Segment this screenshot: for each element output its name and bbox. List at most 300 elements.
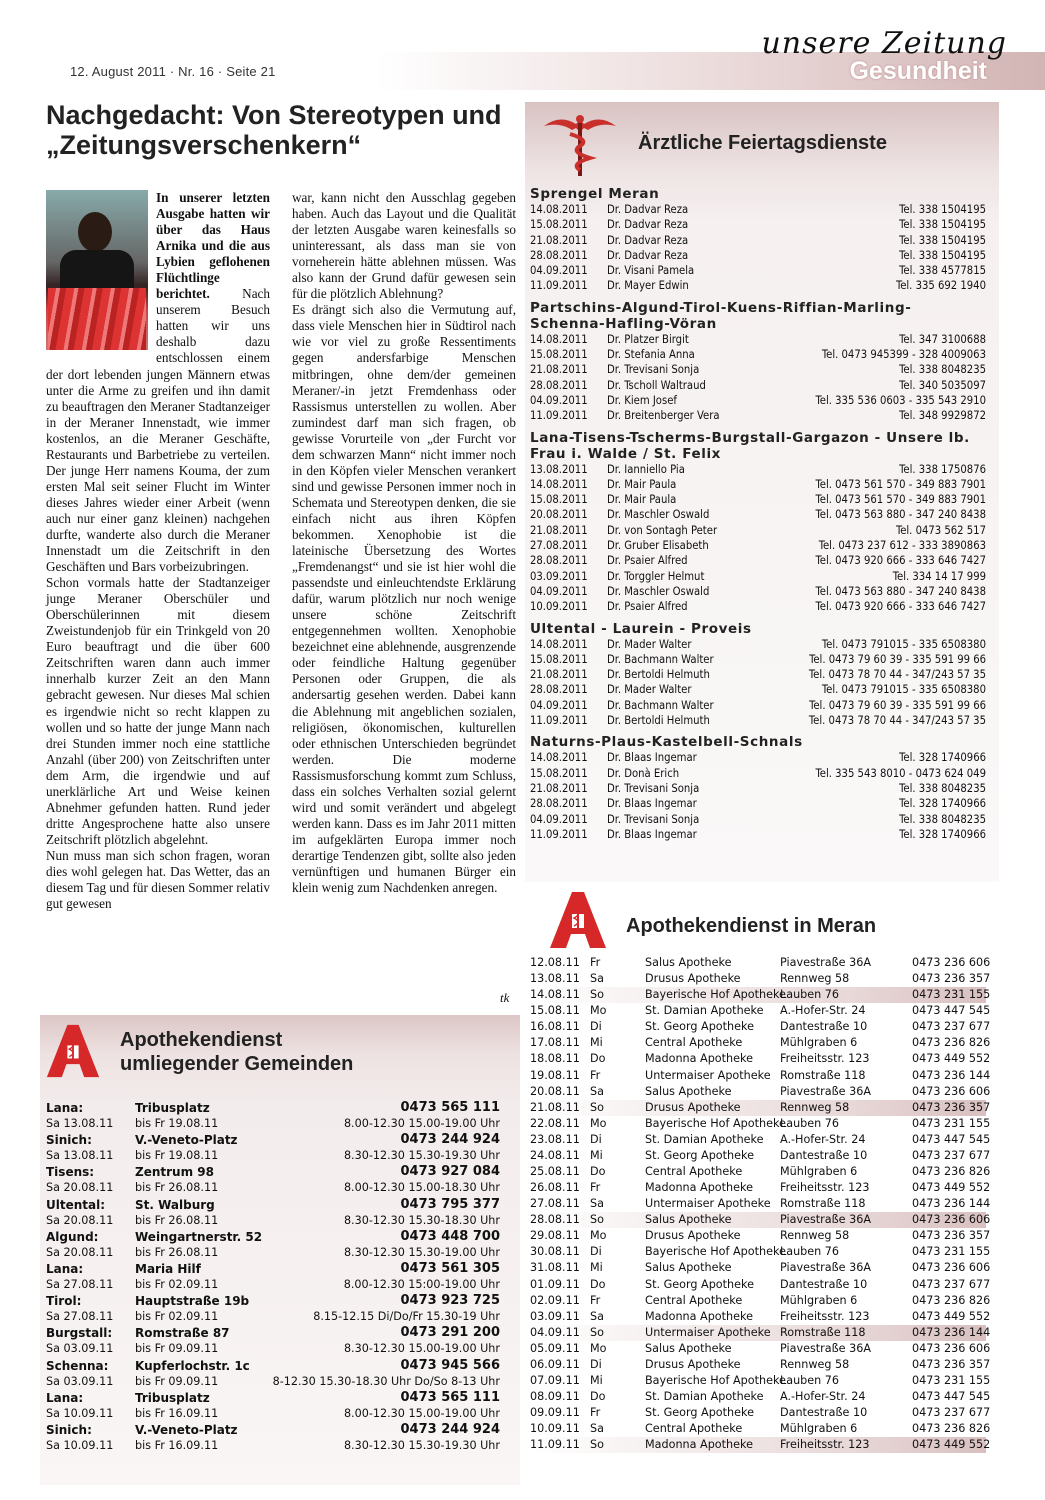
pharmacy-phone: 0473 231 155: [912, 1116, 991, 1130]
doctor-date: 28.08.2011: [530, 378, 588, 392]
pharmacy-address: Maria Hilf: [135, 1261, 201, 1276]
town-name: Lana:: [46, 1390, 84, 1405]
pharmacy-weekday: So: [590, 988, 604, 1002]
doctor-phone: Tel. 0473 79 60 39 - 335 591 99 66: [809, 652, 986, 666]
opening-hours: 8.15-12.15 Di/Do/Fr 15.30-19 Uhr: [313, 1310, 500, 1324]
town-name: Ultental:: [46, 1197, 106, 1212]
doctor-name: Dr. Maschler Oswald: [607, 508, 710, 522]
surrounding-pharmacy-row: [46, 1100, 500, 1116]
pharmacy-weekday: Fr: [590, 1406, 601, 1420]
pharmacy-row: [530, 1019, 991, 1035]
pharmacy-address: Dantestraße 10: [780, 1277, 868, 1291]
doctor-row: [530, 492, 986, 507]
period-end: bis Fr 19.08.11: [135, 1149, 219, 1163]
doctor-phone: Tel. 335 536 0603 - 335 543 2910: [815, 393, 986, 407]
pharmacy-address: Kupferlochstr. 1c: [135, 1358, 250, 1373]
pharmacy-name: St. Damian Apotheke: [645, 1132, 764, 1146]
doctor-row: [530, 569, 986, 584]
doctor-date: 21.08.2011: [530, 523, 588, 537]
pharmacy-weekday: So: [590, 1438, 604, 1452]
doctor-row: [530, 827, 986, 842]
title-line: umliegender Gemeinden: [120, 1053, 354, 1075]
doctor-name: Dr. Mader Walter: [607, 637, 692, 651]
doctor-name: Dr. Trevisani Sonja: [607, 781, 700, 795]
pharmacy-address: Tribusplatz: [135, 1101, 210, 1115]
pharmacy-row: [530, 971, 991, 987]
doctor-phone: Tel. 0473 791015 - 335 6508380: [821, 683, 986, 697]
pharmacy-phone: 0473 449 552: [912, 1052, 991, 1066]
surrounding-pharmacy-row: [46, 1293, 500, 1309]
doctor-row: [530, 477, 986, 492]
pharmacy-weekday: Fr: [590, 1293, 601, 1307]
pharmacy-address: A.-Hofer-Str. 24: [780, 1004, 866, 1018]
pharmacy-phone: 0473 244 924: [400, 1132, 500, 1148]
pharmacy-row: [530, 1373, 991, 1389]
title-line: Apothekendienst: [120, 1029, 283, 1051]
pharmacy-date: 31.08.11: [530, 1261, 580, 1275]
pharmacy-row: [530, 1100, 991, 1116]
article-author: tk: [500, 990, 510, 1005]
pharmacy-address: St. Walburg: [135, 1197, 215, 1212]
doctor-date: 28.08.2011: [530, 797, 588, 811]
pharmacy-row: [530, 1132, 991, 1148]
pharmacy-meran-table: [530, 955, 991, 1453]
pharmacy-address: V.-Veneto-Platz: [135, 1133, 238, 1148]
doctor-date: 04.09.2011: [530, 393, 588, 407]
pharmacy-row: [530, 1116, 991, 1132]
pharmacy-address: Romstraße 118: [780, 1197, 866, 1211]
doctor-phone: Tel. 338 1750876: [899, 462, 986, 476]
pharmacy-row: [530, 1405, 991, 1421]
pharmacy-date: 28.08.11: [530, 1213, 580, 1227]
pharmacy-date: 21.08.11: [530, 1100, 580, 1114]
doctor-date: 04.09.2011: [530, 584, 588, 598]
doctor-row: [530, 332, 986, 347]
pharmacy-phone: 0473 231 155: [912, 988, 991, 1002]
doctor-phone: Tel. 338 1504195: [899, 203, 986, 216]
pharmacy-address: Freiheitsstr. 123: [780, 1309, 870, 1323]
pharmacy-date: 08.09.11: [530, 1390, 580, 1404]
pharmacy-name: Untermaiser Apotheke: [645, 1325, 771, 1339]
doctor-row: [530, 682, 986, 697]
pharmacy-surrounding-title: [120, 1028, 353, 1076]
pharmacy-address: Mühlgraben 6: [780, 1422, 858, 1436]
pharmacy-address: Hauptstraße 19b: [135, 1294, 250, 1309]
pharmacy-name: St. Damian Apotheke: [645, 1390, 764, 1404]
opening-hours: 8.00-12.30 15.00-19.00 Uhr: [343, 1406, 500, 1420]
doctor-name: Dr. Dadvar Reza: [607, 233, 689, 247]
caduceus-icon: [540, 112, 620, 178]
pharmacy-phone: 0473 236 826: [912, 1165, 991, 1179]
pharmacy-name: Drusus Apotheke: [645, 1357, 741, 1371]
doctors-title: Ärztliche Feiertagsdienste: [638, 132, 887, 154]
pharmacy-row: [530, 1309, 991, 1325]
pharmacy-phone: 0473 236 826: [912, 1293, 991, 1307]
doctor-name: Dr. Trevisani Sonja: [607, 363, 700, 377]
pharmacy-date: 19.08.11: [530, 1068, 580, 1082]
doctor-date: 14.08.2011: [530, 332, 588, 346]
doctor-phone: Tel. 338 1504195: [899, 218, 986, 232]
pharmacy-address: Rennweg 58: [780, 972, 850, 986]
doctor-row: [530, 408, 986, 423]
doctor-phone: Tel. 334 14 17 999: [892, 569, 986, 583]
period-end: bis Fr 02.09.11: [135, 1278, 219, 1292]
doctor-name: Dr. Gruber Elisabeth: [607, 539, 709, 553]
doctor-date: 11.09.2011: [530, 714, 588, 728]
period-end: bis Fr 16.09.11: [135, 1438, 219, 1452]
surrounding-pharmacy-row: [46, 1148, 500, 1164]
pharmacy-phone: 0473 291 200: [400, 1325, 500, 1341]
pharmacy-weekday: Di: [590, 1245, 602, 1259]
pharmacy-address: Piavestraße 36A: [780, 1341, 872, 1355]
doctor-name: Dr. Kiem Josef: [607, 393, 677, 407]
opening-hours: 8.00-12.30 15.00-19.00 Uhr: [343, 1117, 500, 1131]
article-column-1: [46, 190, 270, 912]
doctor-date: 14.08.2011: [530, 637, 588, 651]
pharmacy-weekday: Do: [590, 1052, 606, 1066]
surrounding-pharmacy-row: [46, 1245, 500, 1261]
article-paragraph: war, kann nicht den Ausschlag gegeben haben. Auch das Layout und die Qualität der letzten Ausgabe waren keinesfalls so uninteressant, als dass man sie von vorneherein hätte ablehnen müssen. Was also kann der Grund dafür gewesen sein für die plötzlich Ablehnung?: [292, 190, 516, 302]
doctor-date: 28.08.2011: [530, 683, 588, 697]
doctor-date: 15.08.2011: [530, 348, 588, 362]
surrounding-pharmacy-row: [46, 1277, 500, 1293]
doctor-name: Dr. Donà Erich: [607, 766, 680, 780]
doctor-date: 15.08.2011: [530, 652, 588, 666]
town-name: Sinich:: [46, 1133, 92, 1148]
doctor-phone: Tel. 0473 920 666 - 333 646 7427: [815, 554, 986, 568]
pharmacy-weekday: Fr: [590, 956, 601, 969]
pharmacy-date: 07.09.11: [530, 1374, 580, 1388]
opening-hours: 8.30-12.30 15.00-19.00 Uhr: [343, 1342, 500, 1356]
surrounding-pharmacy-row: [46, 1341, 500, 1357]
pharmacy-name: Salus Apotheke: [645, 1261, 732, 1275]
doctor-date: 28.08.2011: [530, 554, 588, 568]
opening-hours: 8.30-12.30 15.30-18.30 Uhr: [343, 1213, 500, 1227]
pharmacy-phone: 0473 236 606: [912, 1341, 991, 1355]
surrounding-pharmacy-row: [46, 1180, 500, 1196]
doctor-date: 15.08.2011: [530, 493, 588, 507]
pharmacy-phone: 0473 565 111: [400, 1100, 500, 1115]
pharmacy-row: [530, 1228, 991, 1244]
pharmacy-date: 03.09.11: [530, 1309, 580, 1323]
pharmacy-address: Piavestraße 36A: [780, 956, 872, 969]
pharmacy-name: Central Apotheke: [645, 1036, 743, 1050]
pharmacy-phone: 0473 231 155: [912, 1374, 991, 1388]
period-start: Sa 13.08.11: [46, 1117, 114, 1131]
doctor-phone: Tel. 348 9929872: [899, 409, 986, 423]
pharmacy-weekday: Sa: [590, 1197, 604, 1211]
article-body: [46, 190, 516, 1005]
pharmacy-name: Salus Apotheke: [645, 1341, 732, 1355]
town-name: Burgstall:: [46, 1326, 113, 1341]
pharmacy-date: 24.08.11: [530, 1148, 580, 1162]
doctor-date: 15.08.2011: [530, 766, 588, 780]
pharmacy-phone: 0473 236 144: [912, 1325, 991, 1339]
period-start: Sa 10.09.11: [46, 1406, 114, 1420]
pharmacy-address: V.-Veneto-Platz: [135, 1422, 238, 1437]
period-start: Sa 03.09.11: [46, 1342, 114, 1356]
pharmacy-row: [530, 1180, 991, 1196]
doctor-name: Dr. Bertoldi Helmuth: [607, 668, 710, 682]
surrounding-pharmacy-row: [46, 1116, 500, 1132]
doctor-row: [530, 233, 986, 248]
pharmacy-address: Rennweg 58: [780, 1229, 850, 1243]
pharmacy-address: Romstraße 118: [780, 1068, 866, 1082]
doctor-row: [530, 462, 986, 477]
pharmacy-row: [530, 1084, 991, 1100]
pharmacy-row: [530, 1003, 991, 1019]
doctor-row: [530, 637, 986, 652]
article-paragraph: Schon vormals hatte der Stadtanzeiger junge Meraner Oberschüler und Oberschülerinnen mit diesem Zweistundenjob für ein Trinkgeld von 20 Euro beauftragt und die über 600 Zeitschriften waren dann auch immer innerhalb kurzer Zeit an den Mann gebracht gewesen. Nur dieses Mal schien es irgendwie nicht so recht klappen zu wollen und so hatte der junge Mann nach drei Stunden immer noch eine stattliche Anzahl (über 200) von Zeitschriften unter dem Arm, die irgendwie und auf unerklärliche Art und Weise keinen Abnehmer gefunden hatten. Rund jeder dritte Angesprochene hatte also unsere Zeitschrift plötzlich abgelehnt.: [46, 575, 270, 847]
pharmacy-name: St. Georg Apotheke: [645, 1277, 754, 1291]
pharmacy-date: 30.08.11: [530, 1245, 580, 1259]
period-end: bis Fr 02.09.11: [135, 1310, 219, 1324]
pharmacy-address: Dantestraße 10: [780, 1406, 868, 1420]
doctor-phone: Tel. 328 1740966: [899, 797, 986, 811]
surrounding-pharmacy-row: [46, 1213, 500, 1229]
pharmacy-weekday: Sa: [590, 1309, 604, 1323]
article-paragraph: Nach unserem Besuch hatten wir uns deshalb dazu entschlossen einem der dort lebenden jungen Männern etwas unter die Arme zu greifen und ihn damit zu beauftragen den Meraner Stadtanzeiger in der Meraner Innenstadt, wie immer kostenlos, an die Meraner Geschäfte, Restaurants und Barbetriebe zu verteilen. Der junge Herr namens Kouma, der zum ersten Mal seit seiner Flucht im Winter dieses Jahres wieder einer Arbeit (wenn auch nur einer ganz kleinen) nachgehen durfte, wanderte also durch die Meraner Innenstadt um die Zeitschrift in den Geschäften und Bars vorbeizubringen.: [46, 286, 270, 575]
pharmacy-phone: 0473 927 084: [400, 1164, 500, 1180]
pharmacy-address: Romstraße 118: [780, 1325, 866, 1339]
pharmacy-phone: 0473 236 357: [912, 1357, 991, 1371]
doctor-phone: Tel. 338 8048235: [899, 781, 986, 795]
doctor-name: Dr. Mayer Edwin: [607, 279, 689, 293]
pharmacy-address: Dantestraße 10: [780, 1020, 868, 1034]
doctor-phone: Tel. 338 8048235: [899, 812, 986, 826]
pharmacy-weekday: Di: [590, 1357, 602, 1371]
opening-hours: 8.30-12.30 15.30-19.30 Uhr: [343, 1438, 500, 1452]
pharmacy-row: [530, 1357, 991, 1373]
pharmacy-address: Piavestraße 36A: [780, 1084, 872, 1098]
pharmacy-address: Mühlgraben 6: [780, 1036, 858, 1050]
doctor-date: 11.09.2011: [530, 279, 588, 293]
pharmacy-logo-icon: [45, 1022, 101, 1080]
pharmacy-weekday: Mi: [590, 1036, 603, 1050]
opening-hours: 8.30-12.30 15.30-19.00 Uhr: [343, 1245, 500, 1259]
pharmacy-weekday: Fr: [590, 1181, 601, 1195]
pharmacy-address: Piavestraße 36A: [780, 1213, 872, 1227]
doctor-row: [530, 584, 986, 599]
doctor-phone: Tel. 0473 945399 - 328 4009063: [821, 348, 986, 362]
doctor-name: Dr. Breitenberger Vera: [607, 409, 720, 423]
pharmacy-date: 01.09.11: [530, 1277, 580, 1291]
pharmacy-weekday: Mo: [590, 1341, 607, 1355]
pharmacy-name: Madonna Apotheke: [645, 1438, 753, 1452]
doctor-date: 04.09.2011: [530, 812, 588, 826]
doctor-name: Dr. Visani Pamela: [607, 264, 695, 278]
pharmacy-weekday: So: [590, 1213, 604, 1227]
pharmacy-row: [530, 1277, 991, 1293]
doctor-row: [530, 553, 986, 568]
opening-hours: 8.00-12.30 15:00-19.00 Uhr: [343, 1278, 500, 1292]
period-end: bis Fr 09.09.11: [135, 1374, 219, 1388]
pharmacy-phone: 0473 449 552: [912, 1438, 991, 1452]
doctor-row: [530, 278, 986, 293]
pharmacy-phone: 0473 565 111: [400, 1389, 500, 1405]
doctor-row: [530, 713, 986, 728]
pharmacy-name: St. Georg Apotheke: [645, 1406, 754, 1420]
doctor-phone: Tel. 0473 563 880 - 347 240 8438: [815, 584, 986, 598]
doctor-name: Dr. Maschler Oswald: [607, 584, 710, 598]
pharmacy-name: Central Apotheke: [645, 1165, 743, 1179]
pharmacy-row: [530, 1437, 991, 1453]
pharmacy-name: Untermaiser Apotheke: [645, 1197, 771, 1211]
pharmacy-weekday: Mi: [590, 1261, 603, 1275]
doctor-row: [530, 538, 986, 553]
pharmacy-address: A.-Hofer-Str. 24: [780, 1132, 866, 1146]
article-lead: In unserer letzten Ausgabe hatten wir über das Haus Arnika und die aus Lybien geflohenen Flüchtlinge berichtet.: [156, 190, 270, 302]
pharmacy-phone: 0473 236 357: [912, 1100, 991, 1114]
surrounding-pharmacy-row: [46, 1422, 500, 1438]
pharmacy-address: Lauben 76: [780, 1374, 840, 1388]
pharmacy-date: 04.09.11: [530, 1325, 580, 1339]
doctor-date: 21.08.2011: [530, 668, 588, 682]
period-start: Sa 27.08.11: [46, 1278, 114, 1292]
town-name: Tisens:: [46, 1165, 95, 1180]
doctor-row: [530, 523, 986, 538]
pharmacy-phone: 0473 236 606: [912, 956, 991, 969]
surrounding-pharmacy-row: [46, 1132, 500, 1148]
article-column-2: [292, 190, 516, 896]
pharmacy-date: 25.08.11: [530, 1165, 580, 1179]
pharmacy-phone: 0473 237 677: [912, 1148, 991, 1162]
opening-hours: 8-12.30 15.30-18.30 Uhr Do/So 8-13 Uhr: [272, 1374, 500, 1388]
pharmacy-address: Lauben 76: [780, 1245, 840, 1259]
article-paragraph: Es drängt sich also die Vermutung auf, dass viele Menschen hier in Südtirol nach wie vor viel zu große Ressentiments gegen andersfarbige Menschen mitbringen, ohne dem/der gemeinen Meraner/-in jetzt Fremdenhass oder Rassismus unterstellen zu wollen. Aber zumindest darf man sich fragen, ob gewisse Vorurteile von „der Furcht vor dem schwarzen Mann“ nicht immer noch in den Köpfen vieler Menschen verankert sind und gewisse Personen immer noch in Schemata und Stereotypen denken, die sie einfach nicht aus ihren Köpfen bekommen. Xenophobie ist die lateinische Übersetzung des Wortes „Fremdenangst“ und sie ist hier wohl die passendste und einleuchtendste Erklärung dafür, warum plötzlich nur noch wenige unsere schöne Zeitschrift entgegennehmen wollten. Xenophobie bezeichnet eine ablehnende, ausgrenzende oder feindliche Haltung gegenüber Personen oder Gruppen, die als andersartig gesehen werden. Dabei kann die Ablehnung mit angeblichen sozialen, religiösen, ökonomischen, kulturellen oder ethnischen Unterschieden begründet werden. Die moderne Rassismusforschung kommt zum Schluss, dass ein solches Verhalten sozial gelernt wird und somit verändert und abgelegt werden kann. Dass es im Jahr 2011 mitten im aufgeklärten Europa immer noch derartige Tendenzen gibt, sollte also jeden vernünftigen und humanen Bürger ein klein wenig zum Nachdenken anregen.: [292, 302, 516, 896]
doctor-name: Dr. Dadvar Reza: [607, 203, 689, 216]
pharmacy-date: 20.08.11: [530, 1084, 580, 1098]
doctor-phone: Tel. 340 5035097: [899, 378, 986, 392]
pharmacy-name: Drusus Apotheke: [645, 1229, 741, 1243]
pharmacy-address: Mühlgraben 6: [780, 1165, 858, 1179]
pharmacy-address: Tribusplatz: [135, 1390, 210, 1405]
pharmacy-weekday: So: [590, 1100, 604, 1114]
doctor-name: Dr. Ianniello Pia: [607, 462, 685, 476]
pharmacy-phone: 0473 236 606: [912, 1213, 991, 1227]
article-paragraph: Nun muss man sich schon fragen, woran dies wohl gelegen hat. Das Wetter, das an diesem Tag und für diesen Sommer relativ gut gewesen: [46, 847, 270, 912]
pharmacy-weekday: Sa: [590, 972, 604, 986]
town-name: Schenna:: [46, 1358, 109, 1373]
pharmacy-date: 14.08.11: [530, 988, 580, 1002]
pharmacy-address: Freiheitsstr. 123: [780, 1052, 870, 1066]
doctors-region-heading: Ultental - Laurein - Proveis: [530, 620, 752, 637]
pharmacy-phone: 0473 236 144: [912, 1068, 991, 1082]
pharmacy-phone: 0473 231 155: [912, 1245, 991, 1259]
pharmacy-date: 18.08.11: [530, 1052, 580, 1066]
pharmacy-name: Bayerische Hof Apotheke: [645, 1245, 786, 1259]
doctor-name: Dr. Blaas Ingemar: [607, 751, 697, 765]
doctor-phone: Tel. 338 4577815: [899, 264, 986, 278]
doctor-row: [530, 393, 986, 408]
doctor-date: 14.08.2011: [530, 751, 588, 765]
pharmacy-date: 11.09.11: [530, 1438, 580, 1452]
doctors-region-heading: Naturns-Plaus-Kastelbell-Schnals: [530, 734, 803, 751]
pharmacy-name: Salus Apotheke: [645, 956, 732, 969]
pharmacy-address: Piavestraße 36A: [780, 1261, 872, 1275]
period-start: Sa 20.08.11: [46, 1245, 114, 1259]
pharmacy-row: [530, 1164, 991, 1180]
doctor-row: [530, 507, 986, 522]
pharmacy-phone: 0473 945 566: [400, 1357, 500, 1373]
doctor-row: [530, 362, 986, 377]
pharmacy-phone: 0473 237 677: [912, 1277, 991, 1291]
pharmacy-date: 12.08.11: [530, 956, 580, 969]
town-name: Sinich:: [46, 1422, 92, 1437]
doctor-phone: Tel. 338 1504195: [899, 248, 986, 262]
pharmacy-address: A.-Hofer-Str. 24: [780, 1390, 866, 1404]
pharmacy-row: [530, 1035, 991, 1051]
period-end: bis Fr 09.09.11: [135, 1342, 219, 1356]
doctor-date: 20.08.2011: [530, 508, 588, 522]
pharmacy-address: Freiheitsstr. 123: [780, 1438, 870, 1452]
pharmacy-row: [530, 1293, 991, 1309]
pharmacy-address: Rennweg 58: [780, 1357, 850, 1371]
town-name: Algund:: [46, 1229, 99, 1244]
pharmacy-row: [530, 1212, 991, 1228]
photo-magazines: [48, 288, 146, 350]
pharmacy-name: Salus Apotheke: [645, 1084, 732, 1098]
doctor-phone: Tel. 335 692 1940: [895, 279, 986, 293]
pharmacy-row: [530, 1389, 991, 1405]
pharmacy-name: St. Georg Apotheke: [645, 1148, 754, 1162]
pharmacy-phone: 0473 236 606: [912, 1084, 991, 1098]
doctor-row: [530, 202, 986, 217]
pharmacy-address: Freiheitsstr. 123: [780, 1181, 870, 1195]
surrounding-pharmacy-row: [46, 1309, 500, 1325]
pharmacy-logo-icon: [548, 890, 608, 950]
doctor-name: Dr. Psaier Alfred: [607, 554, 688, 568]
doctor-phone: Tel. 0473 237 612 - 333 3890863: [818, 539, 986, 553]
surrounding-pharmacy-row: [46, 1197, 500, 1213]
period-start: Sa 13.08.11: [46, 1149, 114, 1163]
dateline: 12. August 2011 · Nr. 16 · Seite 21: [70, 64, 276, 79]
doctor-row: [530, 347, 986, 362]
doctor-date: 21.08.2011: [530, 363, 588, 377]
pharmacy-date: 15.08.11: [530, 1004, 580, 1018]
pharmacy-phone: 0473 561 305: [400, 1260, 500, 1276]
pharmacy-phone: 0473 449 552: [912, 1309, 991, 1323]
pharmacy-surrounding-table: [46, 1100, 500, 1454]
doctor-name: Dr. Mair Paula: [607, 477, 677, 491]
doctor-phone: Tel. 0473 791015 - 335 6508380: [821, 637, 986, 651]
doctor-date: 15.08.2011: [530, 218, 588, 232]
period-start: Sa 03.09.11: [46, 1374, 114, 1388]
pharmacy-phone: 0473 447 545: [912, 1132, 991, 1146]
period-start: Sa 20.08.11: [46, 1213, 114, 1227]
pharmacy-name: Bayerische Hof Apotheke: [645, 1116, 786, 1130]
pharmacy-date: 10.09.11: [530, 1422, 580, 1436]
doctor-date: 13.08.2011: [530, 462, 588, 476]
doctor-date: 28.08.2011: [530, 248, 588, 262]
doctor-phone: Tel. 328 1740966: [899, 827, 986, 841]
pharmacy-row: [530, 1421, 991, 1437]
doctor-row: [530, 248, 986, 263]
pharmacy-weekday: Di: [590, 1132, 602, 1146]
pharmacy-date: 02.09.11: [530, 1293, 580, 1307]
doctors-list: [530, 186, 986, 842]
pharmacy-name: Untermaiser Apotheke: [645, 1068, 771, 1082]
pharmacy-name: Bayerische Hof Apotheke: [645, 988, 786, 1002]
period-end: bis Fr 19.08.11: [135, 1117, 219, 1131]
surrounding-pharmacy-row: [46, 1390, 500, 1406]
pharmacy-phone: 0473 236 357: [912, 1229, 991, 1243]
doctor-phone: Tel. 338 1504195: [899, 233, 986, 247]
period-start: Sa 27.08.11: [46, 1310, 114, 1324]
pharmacy-date: 22.08.11: [530, 1116, 580, 1130]
pharmacy-row: [530, 955, 991, 971]
pharmacy-phone: 0473 236 357: [912, 972, 991, 986]
